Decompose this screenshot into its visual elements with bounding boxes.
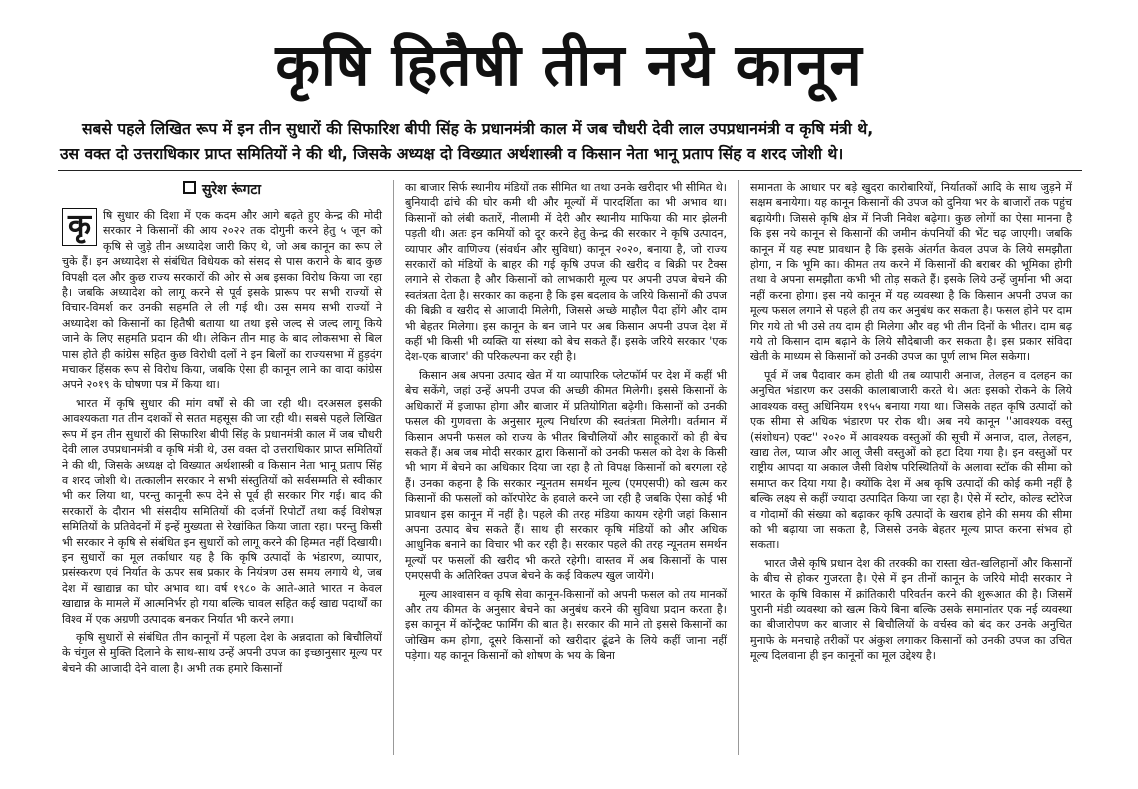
paragraph-text: षि सुधार की दिशा में एक कदम और आगे बढ़ते हुए केन्द्र की मोदी सरकार ने किसानों की आय २०२२ तक दोगुनी करने हेतु ५ जून को कृषि से जुड़े तीन अध्यादेश जारी किए थे, जो अब कानून का रूप ले चुके हैं। इन अध्यादेश से संबंधित विधेयक को संसद से पास कराने के बाद कुछ विपक्षी दल और कुछ राज्य सरकारों की ओर से अब इसका विरोध किया जा रहा है। जबकि अध्यादेश को लागू करने से पूर्व इसके प्रारूप पर सभी राज्यों से विचार-विमर्श कर उनकी सहमति ले ली गई थी। उस समय सभी राज्यों ने अध्यादेश को किसानों का हितैषी बताया था तथा इसे जल्द से जल्द लागू किये जाने के लिए सहमति प्रदान की थी। लेकिन तीन माह के बाद लोकसभा से बिल पास होते ही कांग्रेस सहित कुछ विरोधी दलों ने इन बिलों का राज्यसभा में हुड़दंग मचाकर हिंसक रूप से विरोध किया, जबकि ऐसा ही कानून लाने का वादा कांग्रेस अपने २०१९ के घोषणा पत्र में किया था। <box>62 209 382 392</box>
header-rule <box>58 170 1082 171</box>
paragraph: कृषि सुधारों से संबंधित तीन कानूनों में पहला देश के अन्नदाता को बिचौलियों के चंगुल से मुक्ति दिलाने के साथ-साथ उन्हें अपनी उपज का इच्छानुसार मूल्य पर बेचने की आजादी देने वाला है। अभी तक हमारे किसानों <box>62 630 382 675</box>
article-column-1 <box>62 180 382 679</box>
headline: कृषि हितैषी तीन नये कानून <box>275 31 863 99</box>
drop-cap: कृ <box>62 208 97 246</box>
column-divider <box>738 180 739 755</box>
column-divider <box>393 180 394 755</box>
byline-box-icon <box>183 181 196 194</box>
paragraph: भारत में कृषि सुधार की मांग वर्षों से की जा रही थी। दरअसल इसकी आवश्यकता गत तीन दशकों से सतत महसूस की जा रही थी। सबसे पहले लिखित रूप में इन तीन सुधारों की सिफारिश बीपी सिंह के प्रधानमंत्री काल में जब चौधरी देवी लाल उपप्रधानमंत्री व कृषि मंत्री थे, उस वक्त दो उत्तराधिकार प्राप्त समितियों ने की थी, जिसके अध्यक्ष दो विख्यात अर्थशास्त्री व किसान नेता भानू प्रताप सिंह व शरद जोशी थे। तत्कालीन सरकार ने सभी संस्तुतियों को सर्वसम्मति से स्वीकार भी कर लिया था, परन्तु कानूनी रूप देने से पूर्व ही सरकार गिर गई। बाद की सरकारों के दौरान भी संसदीय समितियों की दर्जनों रिपोर्टों तथा कई विशेषज्ञ समितियों के प्रतिवेदनों में इन्हें मुख्यता से रेखांकित किया जाता रहा। परन्तु किसी भी सरकार ने कृषि से संबंधित इन सुधारों को लागू करने की हिम्मत नहीं दिखायी। इन सुधारों का मूल तर्काधार यह है कि कृषि उत्पादों के भंडारण, व्यापार, प्रसंस्करण एवं निर्यात के ऊपर सब प्रकार के नियंत्रण उस समय लगाये थे, जब देश में खाद्यान्न का घोर अभाव था। वर्ष १९८० के आते-आते भारत न केवल खाद्यान्न के मामले में आत्मनिर्भर हो गया बल्कि चावल सहित कई खाद्य पदार्थों का विश्व में एक अग्रणी उत्पादक बनकर निर्यात भी करने लगा। <box>62 396 382 626</box>
deck <box>60 117 1080 167</box>
paragraph: किसान अब अपना उत्पाद खेत में या व्यापारिक प्लेटफॉर्म पर देश में कहीं भी बेच सकेंगे, जहां उन्हें अपनी उपज की अच्छी कीमत मिलेगी। इससे किसानों के अधिकारों में इजाफा होगा और बाजार में प्रतियोगिता बढ़ेगी। किसानों को उनकी फसल की गुणवत्ता के अनुसार मूल्य निर्धारण की स्वतंत्रता मिलेगी। वर्तमान में किसान अपनी फसल को राज्य के भीतर बिचौलियों और साहूकारों को ही बेच सकते हैं। अब जब मोदी सरकार द्वारा किसानों को उनकी फसल को देश के किसी भी भाग में बेचने का अधिकार दिया जा रहा है तो विपक्ष किसानों को बरगला रहे हैं। उनका कहना है कि सरकार न्यूनतम समर्थन मूल्य (एमएसपी) को खत्म कर किसानों की फसलों को कॉरपोरेट के हवाले करने जा रही है जबकि ऐसा कोई भी प्रावधान इस कानून में नहीं है। पहले की तरह मंडिया कायम रहेगी जहां किसान अपना उत्पाद बेच सकते हैं। साथ ही सरकार कृषि मंडियों को और अधिक आधुनिक बनाने का विचार भी कर रही है। सरकार पहले की तरह न्यूनतम समर्थन मूल्यों पर फसलों की खरीद भी करते रहेगी। वास्तव में अब किसानों के पास एमएसपी के अतिरिक्त उपज बेचने के कई विकल्प खुल जायेंगे। <box>405 368 727 583</box>
paragraph: समानता के आधार पर बड़े खुदरा कारोबारियों, निर्यातकों आदि के साथ जुड़ने में सक्षम बनायेगा। यह कानून किसानों की उपज को दुनिया भर के बाजारों तक पहुंच बढ़ायेगी। जिससे कृषि क्षेत्र में निजी निवेश बढ़ेगा। कुछ लोगों का ऐसा मानना है कि इस नये कानून से किसानों की जमीन कंपनियों की भेंट चढ़ जाएगी। जबकि कानून में यह स्पष्ट प्रावधान है कि इसके अंतर्गत केवल उपज के लिये समझौता होगा, न कि भूमि का। कीमत तय करने में किसानों की बराबर की भूमिका होगी तथा वे अपना समझौता कभी भी तोड़ सकते हैं। इसके लिये उन्हें जुर्माना भी अदा नहीं करना होगा। इस नये कानून में यह व्यवस्था है कि किसान अपनी उपज का मूल्य फसल लगाने से पहले ही तय कर अनुबंध कर सकता है। फसल होने पर दाम गिर गये तो भी उसे तय दाम ही मिलेगा और वह भी तीन दिनों के भीतर। दाम बढ़ गये तो किसान दाम बढ़ाने के लिये सौदेबाजी कर सकता है। इस प्रकार संविदा खेती के माध्यम से किसानों को उनकी उपज का पूर्ण लाभ मिल सकेगा। <box>750 181 1072 364</box>
paragraph: भारत जैसे कृषि प्रधान देश की तरक्की का रास्ता खेत-खलिहानों और किसानों के बीच से होकर गुजरता है। ऐसे में इन तीनों कानून के जरिये मोदी सरकार ने भारत के कृषि विकास में क्रांतिकारी परिवर्तन करने की शुरूआत की है। जिसमें पुरानी मंडी व्यवस्था को खत्म किये बिना बल्कि उसके समानांतर एक नई व्यवस्था का बीजारोपण कर बाजार से बिचौलियों के वर्चस्व को बंद कर उनके अनुचित मुनाफे के मनचाहे तरीकों पर अंकुश लगाकर किसानों को उनकी उपज का उचित मूल्य दिलवाना ही इन कानूनों का मूल उद्देश्य है। <box>750 556 1072 663</box>
paragraph: पूर्व में जब पैदावार कम होती थी तब व्यापारी अनाज, तेलहन व दलहन का अनुचित भंडारण कर उसकी कालाबाजारी करते थे। अतः इसको रोकने के लिये आवश्यक वस्तु अधिनियम १९५५ बनाया गया था। जिसके तहत कृषि उत्पादों को एक सीमा से अधिक भंडारण पर रोक थी। अब नये कानून ''आवश्यक वस्तु (संशोधन) एक्ट'' २०२० में आवश्यक वस्तुओं की सूची में अनाज, दाल, तेलहन, खाद्य तेल, प्याज और आलू जैसी वस्तुओं को हटा दिया गया है। इन वस्तुओं पर राष्ट्रीय आपदा या अकाल जैसी विशेष परिस्थितियों के अलावा स्टॉक की सीमा को समाप्त कर दिया गया है। क्योंकि देश में अब कृषि उत्पादों की कोई कमी नहीं है बल्कि लक्ष्य से कहीं ज्यादा उत्पादित किया जा रहा है। ऐसे में स्टोर, कोल्ड स्टोरेज व गोदामों की संख्या को बढ़ाकर कृषि उत्पादों के खराब होने की समय की सीमा को भी बढ़ाया जा सकता है, जिससे उनके बेहतर मूल्य प्राप्त करना संभव हो सकता। <box>750 368 1072 552</box>
article-column-2 <box>405 180 727 667</box>
paragraph <box>62 208 382 393</box>
article-column-3 <box>750 180 1072 667</box>
paragraph: मूल्य आश्वासन व कृषि सेवा कानून-किसानों को अपनी फसल को तय मानकों और तय कीमत के अनुसार बेचने का अनुबंध करने की सुविधा प्रदान करता है। इस कानून में कॉन्ट्रैक्ट फार्मिंग की बात है। सरकार की माने तो इससे किसानों का जोखिम कम होगा, दूसरे किसानों को खरीदार ढूंढने के लिये कहीं जाना नहीं पड़ेगा। यह कानून किसानों को शोषण के भय के बिना <box>405 587 727 663</box>
byline-author: सुरेश रूंगटा <box>201 182 262 198</box>
deck-line-2: उस वक्त दो उत्तराधिकार प्राप्त समितियों ने की थी, जिसके अध्यक्ष दो विख्यात अर्थशास्त्री व किसान नेता भानू प्रताप सिंह व शरद जोशी थे। <box>60 145 844 163</box>
byline <box>62 180 382 200</box>
deck-line-1: सबसे पहले लिखित रूप में इन तीन सुधारों की सिफारिश बीपी सिंह के प्रधानमंत्री काल में जब चौधरी देवी लाल उपप्रधानमंत्री व कृषि मंत्री थे, <box>82 120 874 138</box>
paragraph: का बाजार सिर्फ स्थानीय मंडियों तक सीमित था तथा उनके खरीदार भी सीमित थे। बुनियादी ढांचे की घोर कमी थी और मूल्यों में पारदर्शिता का भी अभाव था। किसानों को लंबी कतारें, नीलामी में देरी और स्थानीय माफिया की मार झेलनी पड़ती थी। अतः इन कमियों को दूर करने हेतु केन्द्र की सरकार ने कृषि उत्पादन, व्यापार और वाणिज्य (संवर्धन और सुविधा) कानून २०२०, बनाया है, जो राज्य सरकारों को मंडियों के बाहर की गई कृषि उपज की खरीद व बिक्री पर टैक्स लगाने से रोकता है और किसानों को लाभकारी मूल्य पर अपनी उपज बेचने की स्वतंत्रता देता है। सरकार का कहना है कि इस बदलाव के जरिये किसानों की उपज की बिक्री व खरीद से आजादी मिलेगी, जिससे अच्छे माहौल पैदा होंगे और दाम भी बेहतर मिलेगा। इस कानून के बन जाने पर अब किसान अपनी उपज देश में कहीं भी किसी भी व्यक्ति या संस्था को बेच सकते हैं। इसके जरिये सरकार 'एक देश-एक बाजार' की परिकल्पना कर रही है। <box>405 181 727 364</box>
